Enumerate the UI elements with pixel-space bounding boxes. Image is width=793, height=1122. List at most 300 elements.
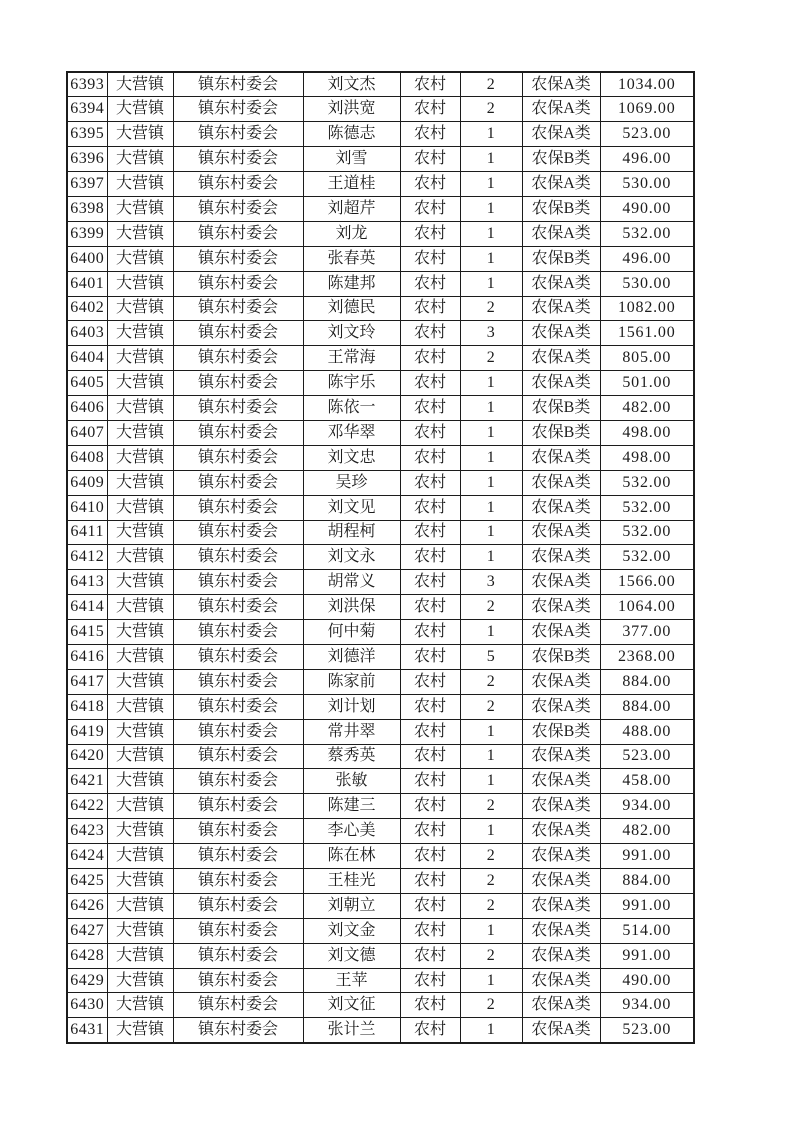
cell-insurance_type: 农保A类 xyxy=(522,570,600,595)
cell-name: 陈在林 xyxy=(303,844,400,869)
cell-count: 2 xyxy=(460,694,522,719)
cell-town: 大营镇 xyxy=(107,445,173,470)
cell-id: 6413 xyxy=(67,570,107,595)
cell-category: 农村 xyxy=(400,719,460,744)
cell-count: 2 xyxy=(460,993,522,1018)
cell-count: 1 xyxy=(460,271,522,296)
table-row xyxy=(67,644,694,669)
cell-category: 农村 xyxy=(400,620,460,645)
cell-category: 农村 xyxy=(400,296,460,321)
cell-insurance_type: 农保A类 xyxy=(522,72,600,97)
table-row xyxy=(67,744,694,769)
cell-id: 6422 xyxy=(67,794,107,819)
cell-village: 镇东村委会 xyxy=(173,296,303,321)
cell-category: 农村 xyxy=(400,893,460,918)
cell-id: 6396 xyxy=(67,147,107,172)
cell-category: 农村 xyxy=(400,172,460,197)
cell-name: 刘超芹 xyxy=(303,196,400,221)
cell-count: 2 xyxy=(460,97,522,122)
cell-insurance_type: 农保A类 xyxy=(522,595,600,620)
cell-town: 大营镇 xyxy=(107,570,173,595)
cell-amount: 1064.00 xyxy=(600,595,694,620)
cell-amount: 1069.00 xyxy=(600,97,694,122)
cell-amount: 458.00 xyxy=(600,769,694,794)
cell-count: 1 xyxy=(460,520,522,545)
cell-town: 大营镇 xyxy=(107,221,173,246)
table-row xyxy=(67,595,694,620)
cell-count: 2 xyxy=(460,72,522,97)
cell-category: 农村 xyxy=(400,221,460,246)
cell-count: 1 xyxy=(460,744,522,769)
cell-name: 王道桂 xyxy=(303,172,400,197)
table-row xyxy=(67,620,694,645)
cell-village: 镇东村委会 xyxy=(173,694,303,719)
roster-sheet xyxy=(66,71,695,1044)
cell-amount: 1034.00 xyxy=(600,72,694,97)
cell-name: 刘洪宽 xyxy=(303,97,400,122)
table-row xyxy=(67,122,694,147)
cell-insurance_type: 农保A类 xyxy=(522,769,600,794)
cell-count: 1 xyxy=(460,918,522,943)
cell-village: 镇东村委会 xyxy=(173,271,303,296)
cell-town: 大营镇 xyxy=(107,296,173,321)
table-row xyxy=(67,147,694,172)
cell-village: 镇东村委会 xyxy=(173,470,303,495)
cell-name: 胡常义 xyxy=(303,570,400,595)
table-row xyxy=(67,669,694,694)
cell-town: 大营镇 xyxy=(107,271,173,296)
cell-town: 大营镇 xyxy=(107,669,173,694)
cell-town: 大营镇 xyxy=(107,172,173,197)
cell-village: 镇东村委会 xyxy=(173,844,303,869)
cell-name: 刘文见 xyxy=(303,495,400,520)
cell-village: 镇东村委会 xyxy=(173,993,303,1018)
cell-village: 镇东村委会 xyxy=(173,869,303,894)
cell-category: 农村 xyxy=(400,644,460,669)
cell-amount: 514.00 xyxy=(600,918,694,943)
cell-category: 农村 xyxy=(400,993,460,1018)
cell-name: 张计兰 xyxy=(303,1018,400,1043)
cell-town: 大营镇 xyxy=(107,1018,173,1043)
cell-count: 1 xyxy=(460,122,522,147)
cell-village: 镇东村委会 xyxy=(173,1018,303,1043)
cell-id: 6397 xyxy=(67,172,107,197)
cell-amount: 991.00 xyxy=(600,844,694,869)
cell-town: 大营镇 xyxy=(107,869,173,894)
cell-name: 陈建三 xyxy=(303,794,400,819)
cell-category: 农村 xyxy=(400,744,460,769)
cell-category: 农村 xyxy=(400,769,460,794)
cell-town: 大营镇 xyxy=(107,470,173,495)
cell-insurance_type: 农保A类 xyxy=(522,470,600,495)
cell-name: 蔡秀英 xyxy=(303,744,400,769)
cell-count: 3 xyxy=(460,321,522,346)
cell-insurance_type: 农保A类 xyxy=(522,321,600,346)
cell-village: 镇东村委会 xyxy=(173,769,303,794)
cell-town: 大营镇 xyxy=(107,321,173,346)
cell-category: 农村 xyxy=(400,495,460,520)
cell-village: 镇东村委会 xyxy=(173,744,303,769)
cell-count: 2 xyxy=(460,669,522,694)
cell-count: 1 xyxy=(460,1018,522,1043)
cell-name: 刘文玲 xyxy=(303,321,400,346)
cell-insurance_type: 农保B类 xyxy=(522,644,600,669)
cell-town: 大营镇 xyxy=(107,371,173,396)
cell-count: 1 xyxy=(460,819,522,844)
table-row xyxy=(67,943,694,968)
cell-town: 大营镇 xyxy=(107,97,173,122)
cell-amount: 523.00 xyxy=(600,1018,694,1043)
cell-id: 6431 xyxy=(67,1018,107,1043)
cell-insurance_type: 农保A类 xyxy=(522,744,600,769)
cell-town: 大营镇 xyxy=(107,396,173,421)
cell-id: 6429 xyxy=(67,968,107,993)
cell-category: 农村 xyxy=(400,147,460,172)
cell-count: 1 xyxy=(460,620,522,645)
cell-insurance_type: 农保A类 xyxy=(522,545,600,570)
cell-town: 大营镇 xyxy=(107,147,173,172)
cell-town: 大营镇 xyxy=(107,819,173,844)
cell-village: 镇东村委会 xyxy=(173,719,303,744)
cell-insurance_type: 农保A类 xyxy=(522,620,600,645)
cell-id: 6405 xyxy=(67,371,107,396)
cell-category: 农村 xyxy=(400,1018,460,1043)
cell-town: 大营镇 xyxy=(107,844,173,869)
cell-name: 刘文杰 xyxy=(303,72,400,97)
cell-town: 大营镇 xyxy=(107,545,173,570)
cell-id: 6417 xyxy=(67,669,107,694)
cell-name: 刘文德 xyxy=(303,943,400,968)
cell-town: 大营镇 xyxy=(107,968,173,993)
table-row xyxy=(67,97,694,122)
cell-count: 1 xyxy=(460,769,522,794)
cell-village: 镇东村委会 xyxy=(173,396,303,421)
cell-village: 镇东村委会 xyxy=(173,72,303,97)
table-row xyxy=(67,520,694,545)
cell-id: 6395 xyxy=(67,122,107,147)
table-row xyxy=(67,72,694,97)
cell-town: 大营镇 xyxy=(107,893,173,918)
cell-insurance_type: 农保A类 xyxy=(522,520,600,545)
cell-count: 1 xyxy=(460,968,522,993)
cell-category: 农村 xyxy=(400,869,460,894)
cell-category: 农村 xyxy=(400,669,460,694)
cell-name: 刘文忠 xyxy=(303,445,400,470)
cell-insurance_type: 农保A类 xyxy=(522,221,600,246)
cell-village: 镇东村委会 xyxy=(173,968,303,993)
table-row xyxy=(67,570,694,595)
cell-amount: 498.00 xyxy=(600,445,694,470)
cell-category: 农村 xyxy=(400,794,460,819)
cell-amount: 991.00 xyxy=(600,943,694,968)
table-row xyxy=(67,371,694,396)
cell-id: 6412 xyxy=(67,545,107,570)
cell-amount: 1566.00 xyxy=(600,570,694,595)
cell-town: 大营镇 xyxy=(107,595,173,620)
cell-insurance_type: 农保A类 xyxy=(522,993,600,1018)
cell-name: 张敏 xyxy=(303,769,400,794)
cell-village: 镇东村委会 xyxy=(173,495,303,520)
cell-amount: 482.00 xyxy=(600,396,694,421)
pension-roster-table xyxy=(66,71,695,1044)
cell-id: 6423 xyxy=(67,819,107,844)
cell-village: 镇东村委会 xyxy=(173,147,303,172)
cell-village: 镇东村委会 xyxy=(173,545,303,570)
table-row xyxy=(67,694,694,719)
cell-village: 镇东村委会 xyxy=(173,918,303,943)
cell-town: 大营镇 xyxy=(107,744,173,769)
cell-amount: 1561.00 xyxy=(600,321,694,346)
cell-insurance_type: 农保A类 xyxy=(522,819,600,844)
cell-insurance_type: 农保A类 xyxy=(522,97,600,122)
cell-village: 镇东村委会 xyxy=(173,97,303,122)
cell-insurance_type: 农保A类 xyxy=(522,172,600,197)
cell-count: 2 xyxy=(460,595,522,620)
cell-village: 镇东村委会 xyxy=(173,221,303,246)
cell-category: 农村 xyxy=(400,72,460,97)
table-row xyxy=(67,196,694,221)
cell-count: 1 xyxy=(460,420,522,445)
cell-name: 刘文征 xyxy=(303,993,400,1018)
cell-insurance_type: 农保A类 xyxy=(522,943,600,968)
cell-town: 大营镇 xyxy=(107,769,173,794)
cell-count: 2 xyxy=(460,844,522,869)
cell-town: 大营镇 xyxy=(107,196,173,221)
cell-town: 大营镇 xyxy=(107,644,173,669)
cell-amount: 532.00 xyxy=(600,221,694,246)
cell-id: 6406 xyxy=(67,396,107,421)
cell-category: 农村 xyxy=(400,943,460,968)
cell-insurance_type: 农保A类 xyxy=(522,869,600,894)
cell-amount: 805.00 xyxy=(600,346,694,371)
cell-insurance_type: 农保A类 xyxy=(522,122,600,147)
cell-amount: 498.00 xyxy=(600,420,694,445)
cell-category: 农村 xyxy=(400,321,460,346)
table-row xyxy=(67,968,694,993)
cell-insurance_type: 农保A类 xyxy=(522,844,600,869)
cell-count: 1 xyxy=(460,495,522,520)
cell-count: 2 xyxy=(460,296,522,321)
cell-id: 6404 xyxy=(67,346,107,371)
table-row xyxy=(67,271,694,296)
cell-category: 农村 xyxy=(400,520,460,545)
cell-count: 1 xyxy=(460,719,522,744)
cell-id: 6428 xyxy=(67,943,107,968)
cell-amount: 377.00 xyxy=(600,620,694,645)
cell-count: 1 xyxy=(460,396,522,421)
cell-name: 陈宇乐 xyxy=(303,371,400,396)
table-row xyxy=(67,918,694,943)
cell-count: 1 xyxy=(460,545,522,570)
cell-count: 2 xyxy=(460,346,522,371)
cell-count: 1 xyxy=(460,196,522,221)
cell-name: 刘朝立 xyxy=(303,893,400,918)
cell-name: 刘德民 xyxy=(303,296,400,321)
cell-name: 刘雪 xyxy=(303,147,400,172)
cell-amount: 488.00 xyxy=(600,719,694,744)
cell-amount: 1082.00 xyxy=(600,296,694,321)
table-row xyxy=(67,296,694,321)
table-row xyxy=(67,993,694,1018)
cell-insurance_type: 农保A类 xyxy=(522,893,600,918)
cell-category: 农村 xyxy=(400,844,460,869)
table-row xyxy=(67,470,694,495)
cell-id: 6418 xyxy=(67,694,107,719)
cell-category: 农村 xyxy=(400,246,460,271)
cell-insurance_type: 农保A类 xyxy=(522,445,600,470)
cell-name: 李心美 xyxy=(303,819,400,844)
cell-village: 镇东村委会 xyxy=(173,246,303,271)
cell-category: 农村 xyxy=(400,445,460,470)
cell-id: 6430 xyxy=(67,993,107,1018)
cell-id: 6399 xyxy=(67,221,107,246)
cell-insurance_type: 农保A类 xyxy=(522,694,600,719)
cell-town: 大营镇 xyxy=(107,694,173,719)
cell-insurance_type: 农保B类 xyxy=(522,196,600,221)
cell-amount: 501.00 xyxy=(600,371,694,396)
table-row xyxy=(67,321,694,346)
cell-category: 农村 xyxy=(400,545,460,570)
cell-village: 镇东村委会 xyxy=(173,943,303,968)
cell-name: 陈依一 xyxy=(303,396,400,421)
cell-amount: 523.00 xyxy=(600,744,694,769)
cell-amount: 884.00 xyxy=(600,694,694,719)
cell-town: 大营镇 xyxy=(107,520,173,545)
table-row xyxy=(67,1018,694,1043)
cell-village: 镇东村委会 xyxy=(173,620,303,645)
table-row xyxy=(67,172,694,197)
cell-name: 刘文永 xyxy=(303,545,400,570)
cell-name: 常井翠 xyxy=(303,719,400,744)
cell-id: 6414 xyxy=(67,595,107,620)
cell-name: 何中菊 xyxy=(303,620,400,645)
cell-category: 农村 xyxy=(400,97,460,122)
cell-category: 农村 xyxy=(400,819,460,844)
cell-count: 2 xyxy=(460,869,522,894)
cell-name: 吴珍 xyxy=(303,470,400,495)
cell-amount: 490.00 xyxy=(600,968,694,993)
cell-category: 农村 xyxy=(400,470,460,495)
cell-amount: 490.00 xyxy=(600,196,694,221)
cell-village: 镇东村委会 xyxy=(173,321,303,346)
cell-village: 镇东村委会 xyxy=(173,520,303,545)
cell-insurance_type: 农保A类 xyxy=(522,968,600,993)
cell-insurance_type: 农保B类 xyxy=(522,396,600,421)
cell-amount: 884.00 xyxy=(600,869,694,894)
cell-id: 6403 xyxy=(67,321,107,346)
cell-town: 大营镇 xyxy=(107,495,173,520)
cell-insurance_type: 农保A类 xyxy=(522,346,600,371)
cell-id: 6394 xyxy=(67,97,107,122)
cell-id: 6415 xyxy=(67,620,107,645)
cell-name: 张春英 xyxy=(303,246,400,271)
cell-category: 农村 xyxy=(400,122,460,147)
cell-town: 大营镇 xyxy=(107,620,173,645)
cell-village: 镇东村委会 xyxy=(173,122,303,147)
cell-village: 镇东村委会 xyxy=(173,371,303,396)
cell-category: 农村 xyxy=(400,271,460,296)
cell-insurance_type: 农保A类 xyxy=(522,669,600,694)
table-row xyxy=(67,246,694,271)
cell-amount: 530.00 xyxy=(600,271,694,296)
cell-category: 农村 xyxy=(400,918,460,943)
table-row xyxy=(67,396,694,421)
cell-count: 2 xyxy=(460,893,522,918)
cell-count: 1 xyxy=(460,371,522,396)
cell-name: 刘龙 xyxy=(303,221,400,246)
cell-id: 6408 xyxy=(67,445,107,470)
cell-category: 农村 xyxy=(400,196,460,221)
cell-category: 农村 xyxy=(400,420,460,445)
table-row xyxy=(67,844,694,869)
cell-insurance_type: 农保A类 xyxy=(522,271,600,296)
cell-name: 王苹 xyxy=(303,968,400,993)
cell-amount: 934.00 xyxy=(600,993,694,1018)
cell-insurance_type: 农保A类 xyxy=(522,296,600,321)
table-row xyxy=(67,495,694,520)
cell-insurance_type: 农保B类 xyxy=(522,719,600,744)
cell-id: 6416 xyxy=(67,644,107,669)
cell-id: 6407 xyxy=(67,420,107,445)
cell-count: 1 xyxy=(460,221,522,246)
cell-insurance_type: 农保A类 xyxy=(522,1018,600,1043)
table-row xyxy=(67,420,694,445)
cell-amount: 523.00 xyxy=(600,122,694,147)
cell-id: 6425 xyxy=(67,869,107,894)
cell-town: 大营镇 xyxy=(107,122,173,147)
cell-town: 大营镇 xyxy=(107,794,173,819)
cell-name: 胡程柯 xyxy=(303,520,400,545)
cell-count: 1 xyxy=(460,147,522,172)
cell-town: 大营镇 xyxy=(107,346,173,371)
cell-village: 镇东村委会 xyxy=(173,644,303,669)
cell-amount: 2368.00 xyxy=(600,644,694,669)
table-row xyxy=(67,869,694,894)
cell-category: 农村 xyxy=(400,371,460,396)
cell-id: 6410 xyxy=(67,495,107,520)
cell-village: 镇东村委会 xyxy=(173,595,303,620)
cell-count: 2 xyxy=(460,794,522,819)
cell-id: 6402 xyxy=(67,296,107,321)
cell-category: 农村 xyxy=(400,968,460,993)
cell-count: 3 xyxy=(460,570,522,595)
cell-id: 6398 xyxy=(67,196,107,221)
cell-id: 6424 xyxy=(67,844,107,869)
cell-town: 大营镇 xyxy=(107,993,173,1018)
cell-amount: 532.00 xyxy=(600,495,694,520)
cell-count: 1 xyxy=(460,246,522,271)
cell-village: 镇东村委会 xyxy=(173,794,303,819)
cell-village: 镇东村委会 xyxy=(173,893,303,918)
cell-amount: 482.00 xyxy=(600,819,694,844)
cell-id: 6409 xyxy=(67,470,107,495)
cell-village: 镇东村委会 xyxy=(173,445,303,470)
cell-category: 农村 xyxy=(400,595,460,620)
cell-insurance_type: 农保A类 xyxy=(522,794,600,819)
cell-village: 镇东村委会 xyxy=(173,819,303,844)
table-row xyxy=(67,819,694,844)
cell-town: 大营镇 xyxy=(107,246,173,271)
cell-amount: 884.00 xyxy=(600,669,694,694)
cell-village: 镇东村委会 xyxy=(173,570,303,595)
cell-id: 6420 xyxy=(67,744,107,769)
cell-insurance_type: 农保B类 xyxy=(522,420,600,445)
cell-name: 陈建邦 xyxy=(303,271,400,296)
cell-id: 6421 xyxy=(67,769,107,794)
table-row xyxy=(67,445,694,470)
cell-amount: 532.00 xyxy=(600,470,694,495)
cell-insurance_type: 农保A类 xyxy=(522,495,600,520)
